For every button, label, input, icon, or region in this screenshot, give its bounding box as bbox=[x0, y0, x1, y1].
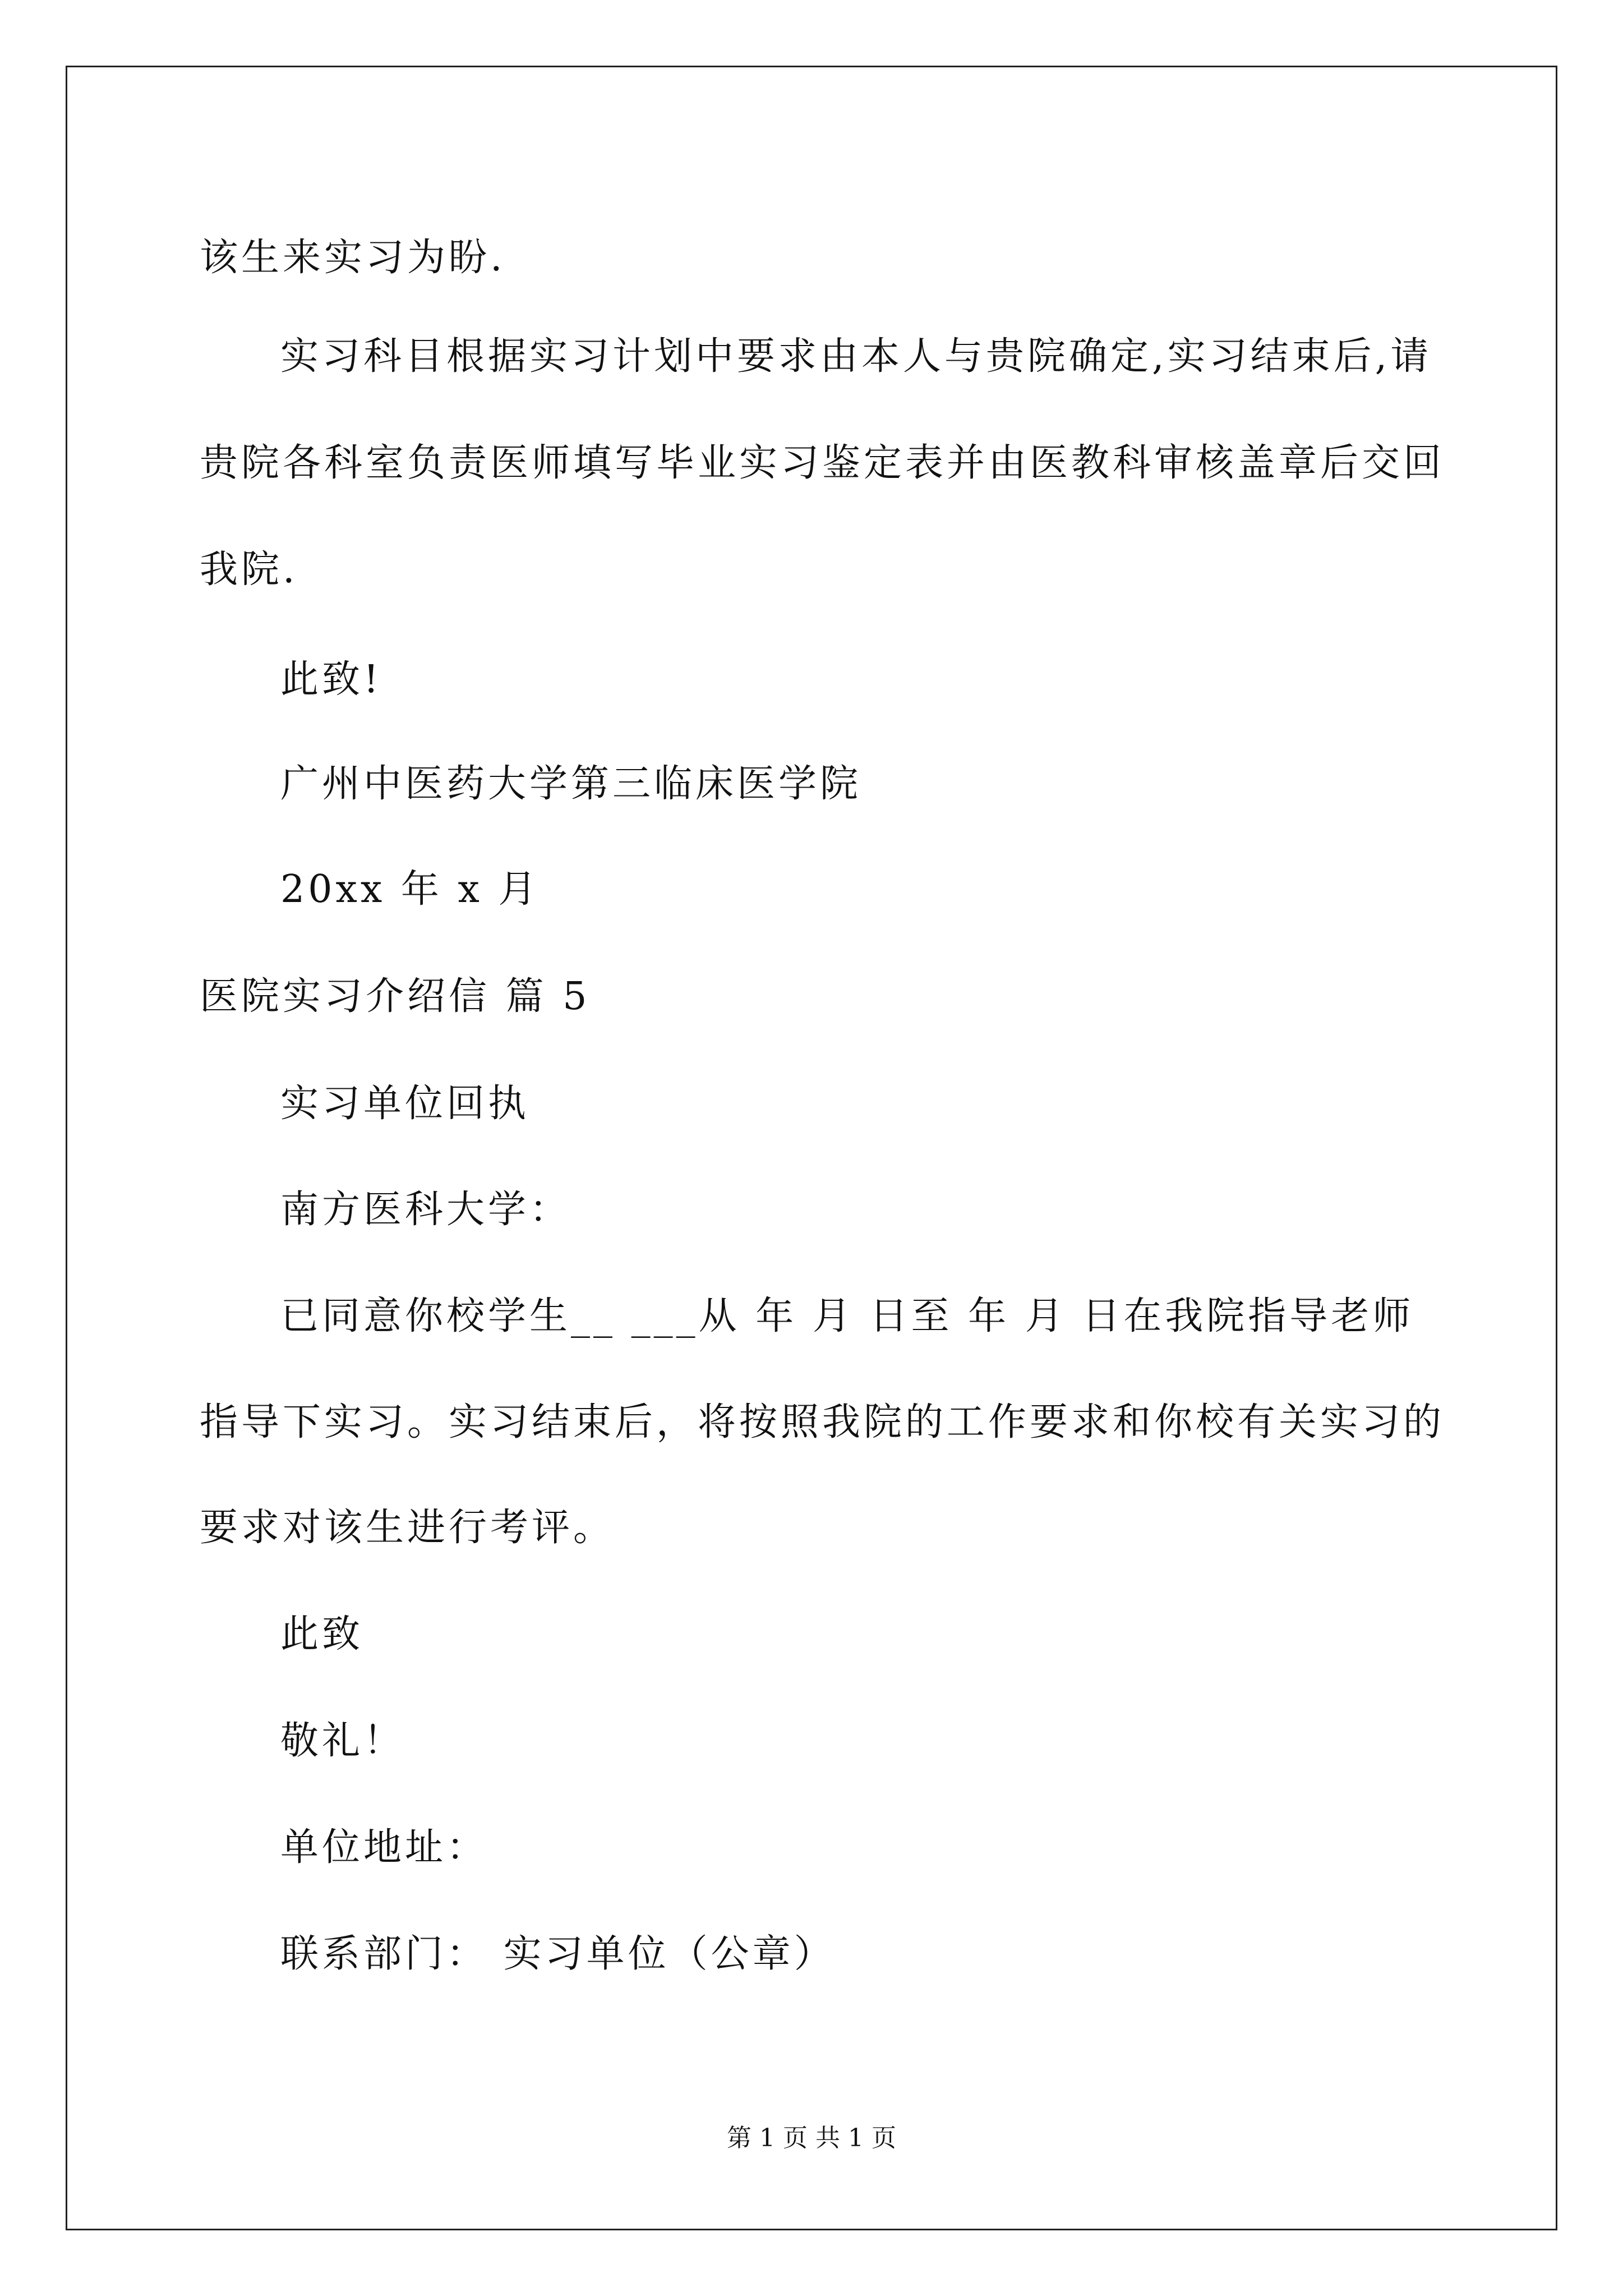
recipient-line: 南方医科大学： bbox=[280, 1188, 571, 1232]
page-number-footer: 第 1 页 共 1 页 bbox=[727, 2124, 896, 2152]
address-line: 单位地址： bbox=[280, 1825, 488, 1870]
contact-line: 联系部门： 实习单位（公章） bbox=[280, 1932, 836, 1976]
subheading: 实习单位回执 bbox=[280, 1082, 530, 1126]
page-border bbox=[66, 66, 1557, 2230]
body-line: 指导下实习。实习结束后，将按照我院的工作要求和你校有关实习的 bbox=[200, 1400, 1445, 1444]
date-line: 20xx 年 x 月 bbox=[280, 867, 540, 912]
body-line: 我院. bbox=[200, 547, 298, 592]
closing-line: 此致! bbox=[280, 657, 382, 702]
closing-line: 敬礼！ bbox=[280, 1719, 405, 1763]
signature-line: 广州中医药大学第三临床医学院 bbox=[280, 762, 862, 806]
body-line: 贵院各科室负责医师填写毕业实习鉴定表并由医教科审核盖章后交回 bbox=[200, 441, 1445, 485]
body-line: 该生来实习为盼. bbox=[200, 236, 506, 280]
body-line: 要求对该生进行考评。 bbox=[200, 1506, 615, 1550]
closing-line: 此致 bbox=[280, 1612, 364, 1657]
body-line: 已同意你校学生__ ___从 年 月 日至 年 月 日在我院指导老师 bbox=[280, 1294, 1414, 1338]
section-heading: 医院实习介绍信 篇 5 bbox=[200, 974, 591, 1019]
body-line: 实习科目根据实习计划中要求由本人与贵院确定,实习结束后,请 bbox=[280, 334, 1432, 379]
